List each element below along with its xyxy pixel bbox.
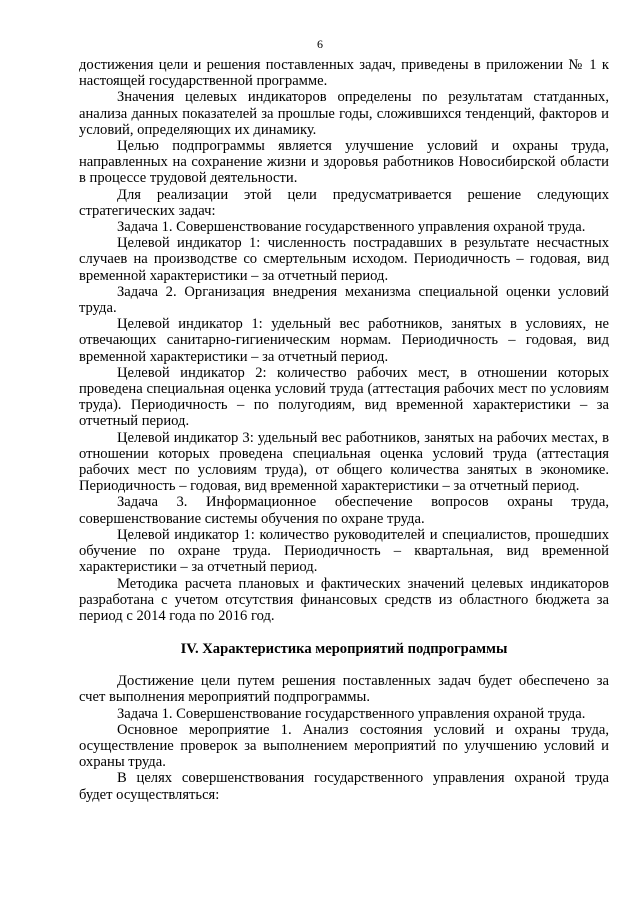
paragraph: достижения цели и решения поставленных задач, приведены в приложении № 1 к настоящей государственной программе. xyxy=(79,57,609,90)
paragraph: Задача 3. Информационное обеспечение вопросов охраны труда, совершенствование системы обучения по охране труда. xyxy=(79,494,609,527)
paragraph: Задача 1. Совершенствование государственного управления охраной труда. xyxy=(117,705,586,722)
page-number: 6 xyxy=(317,37,323,51)
paragraph: Задача 2. Организация внедрения механизма специальной оценки условий труда. xyxy=(79,283,609,317)
paragraph: Для реализации этой цели предусматривается решение следующих стратегических задач: xyxy=(79,186,609,219)
paragraph: Основное мероприятие 1. Анализ состояния условий и охраны труда, осуществление проверок за выполнением мероприятий по улучшению условий и охраны труда. xyxy=(79,721,609,771)
paragraph: Целевой индикатор 1: удельный вес работников, занятых в условиях, не отвечающих санитарно-гигиеническим нормам. Периодичность – годовая, вид временной характеристики – за отчетный период. xyxy=(79,316,609,365)
paragraph: В целях совершенствования государственного управления охраной труда будет осуществляться: xyxy=(79,770,609,803)
paragraph: Целевой индикатор 1: численность пострадавших в результате несчастных случаев на производстве со смертельным исходом. Периодичность – годовая, вид временной характеристики – за отчетный период. xyxy=(79,235,609,284)
paragraph: Значения целевых индикаторов определены по результатам статданных, анализа данных показателей за прошлые годы, сложившихся тенденций, факторов и условий, определяющих их динамику. xyxy=(79,89,609,138)
paragraph: Методика расчета плановых и фактических значений целевых индикаторов разработана с учетом отсутствия финансовых средств из областного бюджета за период с 2014 года по 2016 год. xyxy=(79,575,609,624)
paragraphs-before xyxy=(79,57,609,624)
paragraph: Целевой индикатор 2: количество рабочих мест, в отношении которых проведена специальная оценка условий труда (аттестация рабочих мест по условиям труда). Периодичность – по полугодиям, вид временной характеристики – за отчетный период. xyxy=(79,364,609,430)
paragraph: Целевой индикатор 3: удельный вес работников, занятых на рабочих местах, в отношении которых проведена специальная оценка условий труда (аттестация рабочих мест по условиям труда), от общего количества занятых в экономике. Периодичность – годовая, вид временной характеристики – за отчетный период. xyxy=(79,429,609,495)
paragraph: Целью подпрограммы является улучшение условий и охраны труда, направленных на сохранение жизни и здоровья работников Новосибирской области в процессе трудовой деятельности. xyxy=(79,138,609,187)
paragraph: Задача 1. Совершенствование государственного управления охраной труда. xyxy=(117,219,586,236)
paragraph: Целевой индикатор 1: количество руководителей и специалистов, прошедших обучение по охране труда. Периодичность – квартальная, вид временной характеристики – за отчетный период. xyxy=(79,526,609,576)
section-heading: IV. Характеристика мероприятий подпрограммы xyxy=(180,641,508,658)
paragraphs-after xyxy=(79,673,609,803)
paragraph: Достижение цели путем решения поставленных задач будет обеспечено за счет выполнения мероприятий подпрограммы. xyxy=(79,673,609,706)
document-body xyxy=(79,57,609,803)
